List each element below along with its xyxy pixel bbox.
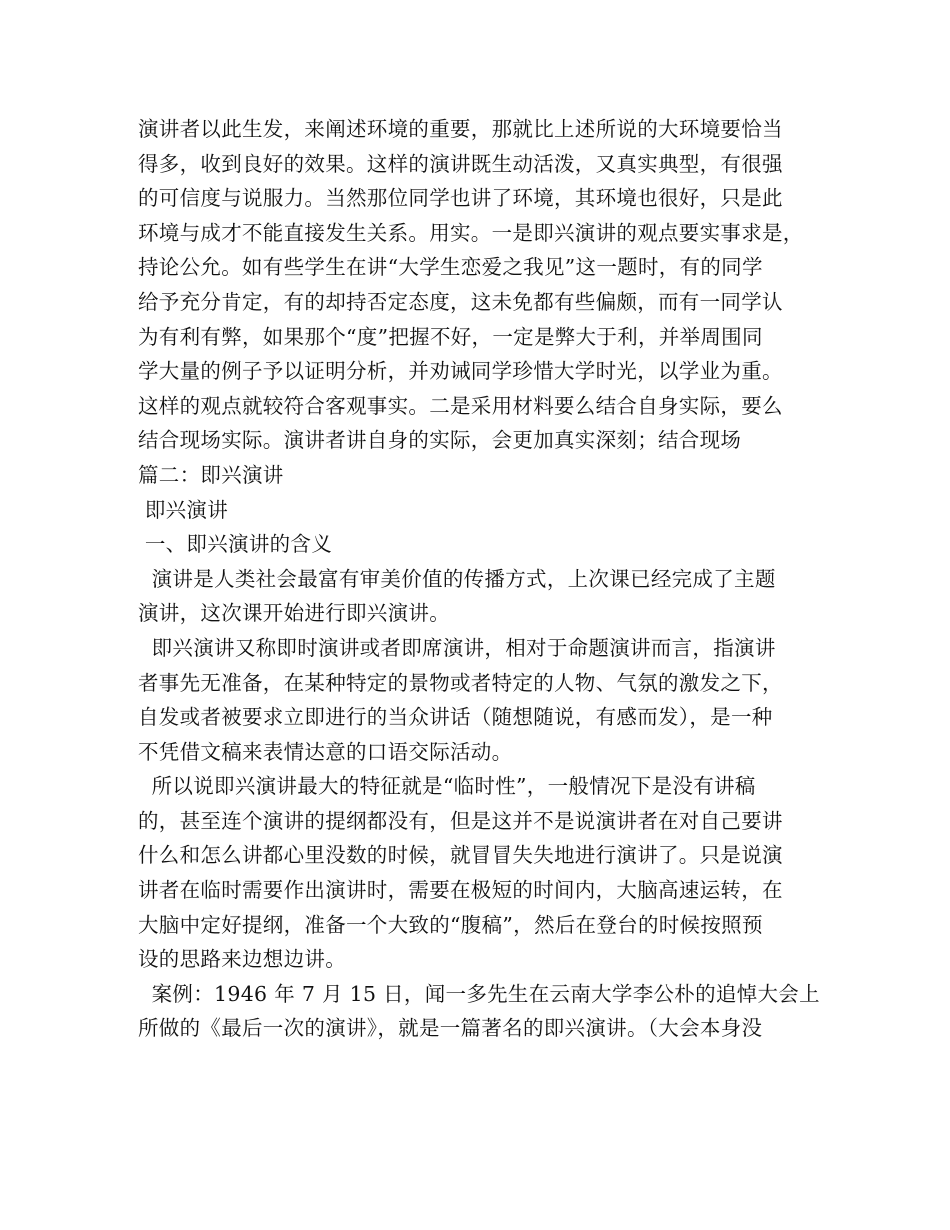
text-line: 讲者在临时需要作出演讲时，需要在极短的时间内，大脑高速运转，在 [138,878,783,903]
text-line: 者事先无准备，在某种特定的景物或者特定的人物、气氛的激发之下， [138,670,783,695]
section-heading: 篇二：即兴演讲 [138,462,284,487]
subsection-heading: 一、即兴演讲的含义 [138,532,333,557]
text-line: 大脑中定好提纲，准备一个大致的“腹稿”，然后在登台的时候按照预 [138,912,763,937]
text-line: 不凭借文稿来表情达意的口语交际活动。 [138,739,513,764]
text-line: 案例：1946 年 7 月 15 日，闻一多先生在云南大学李公朴的追悼大会上 [138,981,820,1006]
text-line: 所以说即兴演讲最大的特征就是“临时性”，一般情况下是没有讲稿 [138,774,756,799]
text-line: 演讲者以此生发，来阐述环境的重要，那就比上述所说的大环境要恰当 [138,117,783,141]
text-line: 结合现场实际。演讲者讲自身的实际，会更加真实深刻；结合现场 [138,428,742,453]
text-line: 持论公允。如有些学生在讲“大学生恋爱之我见”这一题时，有的同学 [138,255,763,280]
text-line: 给予充分肯定，有的却持否定态度，这未免都有些偏颇，而有一同学认 [138,289,783,314]
text-line: 这样的观点就较符合客观事实。二是采用材料要么结合自身实际，要么 [138,393,783,418]
text-line: 即兴演讲又称即时演讲或者即席演讲，相对于命题演讲而言，指演讲 [138,635,776,660]
text-line: 环境与成才不能直接发生关系。用实。一是即兴演讲的观点要实事求是， [138,220,804,245]
text-line: 什么和怎么讲都心里没数的时候，就冒冒失失地进行演讲了。只是说演 [138,843,783,868]
text-line: 所做的《最后一次的演讲》，就是一篇著名的即兴演讲。（大会本身没 [138,1016,763,1041]
text-line: 得多，收到良好的效果。这样的演讲既生动活泼，又真实典型，有很强 [138,151,783,176]
text-line: 演讲，这次课开始进行即兴演讲。 [138,601,450,626]
text-line: 为有利有弊，如果那个“度”把握不好，一定是弊大于利，并举周围同 [138,324,763,349]
text-line: 演讲是人类社会最富有审美价值的传播方式，上次课已经完成了主题 [138,566,776,591]
text-line: 的可信度与说服力。当然那位同学也讲了环境，其环境也很好，只是此 [138,186,783,211]
text-line: 的，甚至连个演讲的提纲都没有，但是这并不是说演讲者在对自己要讲 [138,808,783,833]
text-line: 自发或者被要求立即进行的当众讲话（随想随说，有感而发），是一种 [138,705,773,730]
document-body [138,112,828,1046]
text-line: 学大量的例子予以证明分析，并劝诫同学珍惜大学时光，以学业为重。 [138,359,783,384]
section-title: 即兴演讲 [138,497,229,522]
text-line: 设的思路来边想边讲。 [138,947,346,972]
